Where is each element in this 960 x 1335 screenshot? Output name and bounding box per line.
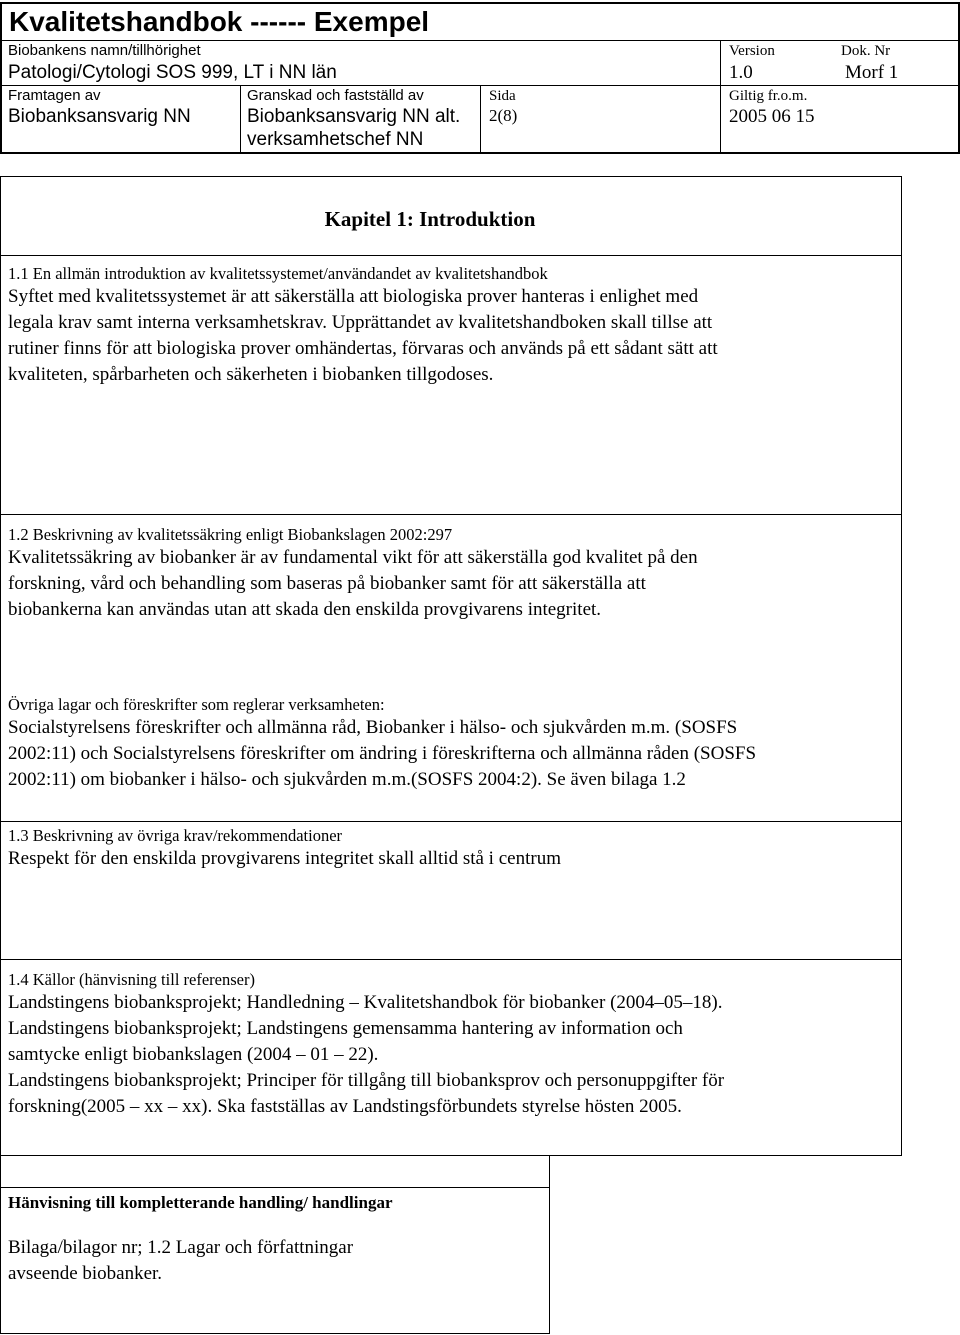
section-1-4-line: Landstingens biobanksprojekt; Principer för tillgång till biobanksprov och personuppgifter för: [8, 1070, 725, 1091]
section-1-1-line: Syftet med kvalitetssystemet är att säkerställa att biologiska prover hanteras i enlighet med: [8, 286, 699, 307]
frame-divider-4: [0, 959, 902, 960]
frame-divider-5: [0, 1155, 902, 1156]
section-1-2-line: forskning, vård och behandling som baseras på biobanker samt för att säkerställa att: [8, 573, 646, 594]
section-1-1-line: kvaliteten, spårbarheten och säkerheten i biobanken tillgodoses.: [8, 364, 494, 385]
reference-body: [8, 1235, 353, 1287]
ref-box-top: [0, 1187, 550, 1188]
doknr-value: Morf 1: [845, 62, 899, 83]
header-sida-divider: [480, 85, 481, 153]
section-1-1: [8, 264, 718, 388]
frame-divider-1: [0, 255, 902, 256]
frame-top-border: [0, 176, 902, 177]
framtagen-value: Biobanksansvarig NN: [8, 106, 191, 127]
granskad-value-1: Biobanksansvarig NN alt.: [247, 106, 461, 127]
giltig-value: 2005 06 15: [729, 106, 815, 127]
sida-value: 2(8): [489, 106, 518, 125]
section-other-laws: [8, 695, 756, 793]
other-laws-line: Socialstyrelsens föreskrifter och allmänna råd, Biobanker i hälso- och sjukvården m.m. (SOSFS: [8, 717, 738, 738]
ref-box-bottom: [0, 1333, 550, 1334]
section-1-1-line: rutiner finns för att biologiska prover omhändertas, förvaras och används på ett sådant sätt att: [8, 338, 718, 359]
other-laws-line: 2002:11) och Socialstyrelsens föreskrifter om ändring i föreskrifterna och allmänna råden (SOSFS: [8, 743, 757, 764]
other-laws-line: 2002:11) om biobanker i hälso- och sjukvården m.m.(SOSFS 2004:2). Se även bilaga 1.2: [8, 769, 686, 790]
reference-line: Bilaga/bilagor nr; 1.2 Lagar och författningar: [8, 1237, 354, 1258]
ref-box-right: [549, 1155, 550, 1334]
sida-label: Sida: [489, 88, 516, 104]
biobank-value: Patologi/Cytologi SOS 999, LT i NN län: [8, 62, 337, 83]
section-1-1-line: legala krav samt interna verksamhetskrav. Upprättandet av kvalitetshandboken skall tillse att: [8, 312, 713, 333]
section-1-3-line: Respekt för den enskilda provgivarens integritet skall alltid stå i centrum: [8, 848, 561, 869]
granskad-label: Granskad och fastställd av: [247, 87, 424, 104]
reference-box: [8, 1193, 392, 1213]
section-1-1-heading: 1.1 En allmän introduktion av kvalitetssystemet/användandet av kvalitetshandbok: [8, 264, 548, 283]
biobank-label: Biobankens namn/tillhörighet: [8, 42, 201, 59]
granskad-value-2: verksamhetschef NN: [247, 129, 424, 150]
reference-heading: Hänvisning till kompletterande handling/ handlingar: [8, 1193, 393, 1212]
chapter-title: Kapitel 1: Introduktion: [324, 207, 536, 231]
version-label: Version: [729, 43, 775, 59]
header-left-border: [0, 2, 2, 153]
section-1-2-line: biobankerna kan användas utan att skada den enskilda provgivarens integritet.: [8, 599, 602, 620]
section-1-2: [8, 525, 698, 623]
header-version-divider: [720, 40, 721, 153]
section-1-4: [8, 970, 724, 1120]
header-granskad-divider: [240, 85, 241, 153]
frame-divider-3: [0, 821, 902, 822]
section-1-4-line: samtycke enligt biobankslagen (2004 – 01 – 22).: [8, 1044, 379, 1065]
section-1-3-heading: 1.3 Beskrivning av övriga krav/rekommendationer: [8, 826, 343, 845]
document-title: Kvalitetshandbok ------ Exempel: [9, 6, 430, 37]
version-value: 1.0: [729, 62, 753, 83]
framtagen-label: Framtagen av: [8, 87, 101, 104]
section-1-3: [8, 826, 561, 872]
frame-right-border: [901, 176, 902, 1156]
section-1-4-line: Landstingens biobanksprojekt; Handledning – Kvalitetshandbok för biobanker (2004–05–18).: [8, 992, 723, 1013]
section-1-4-heading: 1.4 Källor (hänvisning till referenser): [8, 970, 255, 989]
frame-left-border: [0, 176, 1, 1334]
other-laws-heading: Övriga lagar och föreskrifter som reglerar verksamheten:: [8, 695, 385, 714]
section-1-4-line: Landstingens biobanksprojekt; Landstingens gemensamma hantering av information och: [8, 1018, 683, 1039]
giltig-label: Giltig fr.o.m.: [729, 88, 808, 104]
reference-line: avseende biobanker.: [8, 1263, 163, 1284]
section-1-2-line: Kvalitetssäkring av biobanker är av fundamental vikt för att säkerställa god kvalitet på den: [8, 547, 698, 568]
section-1-4-line: forskning(2005 – xx – xx). Ska fastställas av Landstingsförbundets styrelse hösten 2005.: [8, 1096, 682, 1117]
frame-divider-2: [0, 514, 902, 515]
section-1-2-heading: 1.2 Beskrivning av kvalitetssäkring enligt Biobankslagen 2002:297: [8, 525, 453, 544]
doknr-label: Dok. Nr: [841, 43, 891, 59]
header-title-divider: [0, 40, 960, 41]
